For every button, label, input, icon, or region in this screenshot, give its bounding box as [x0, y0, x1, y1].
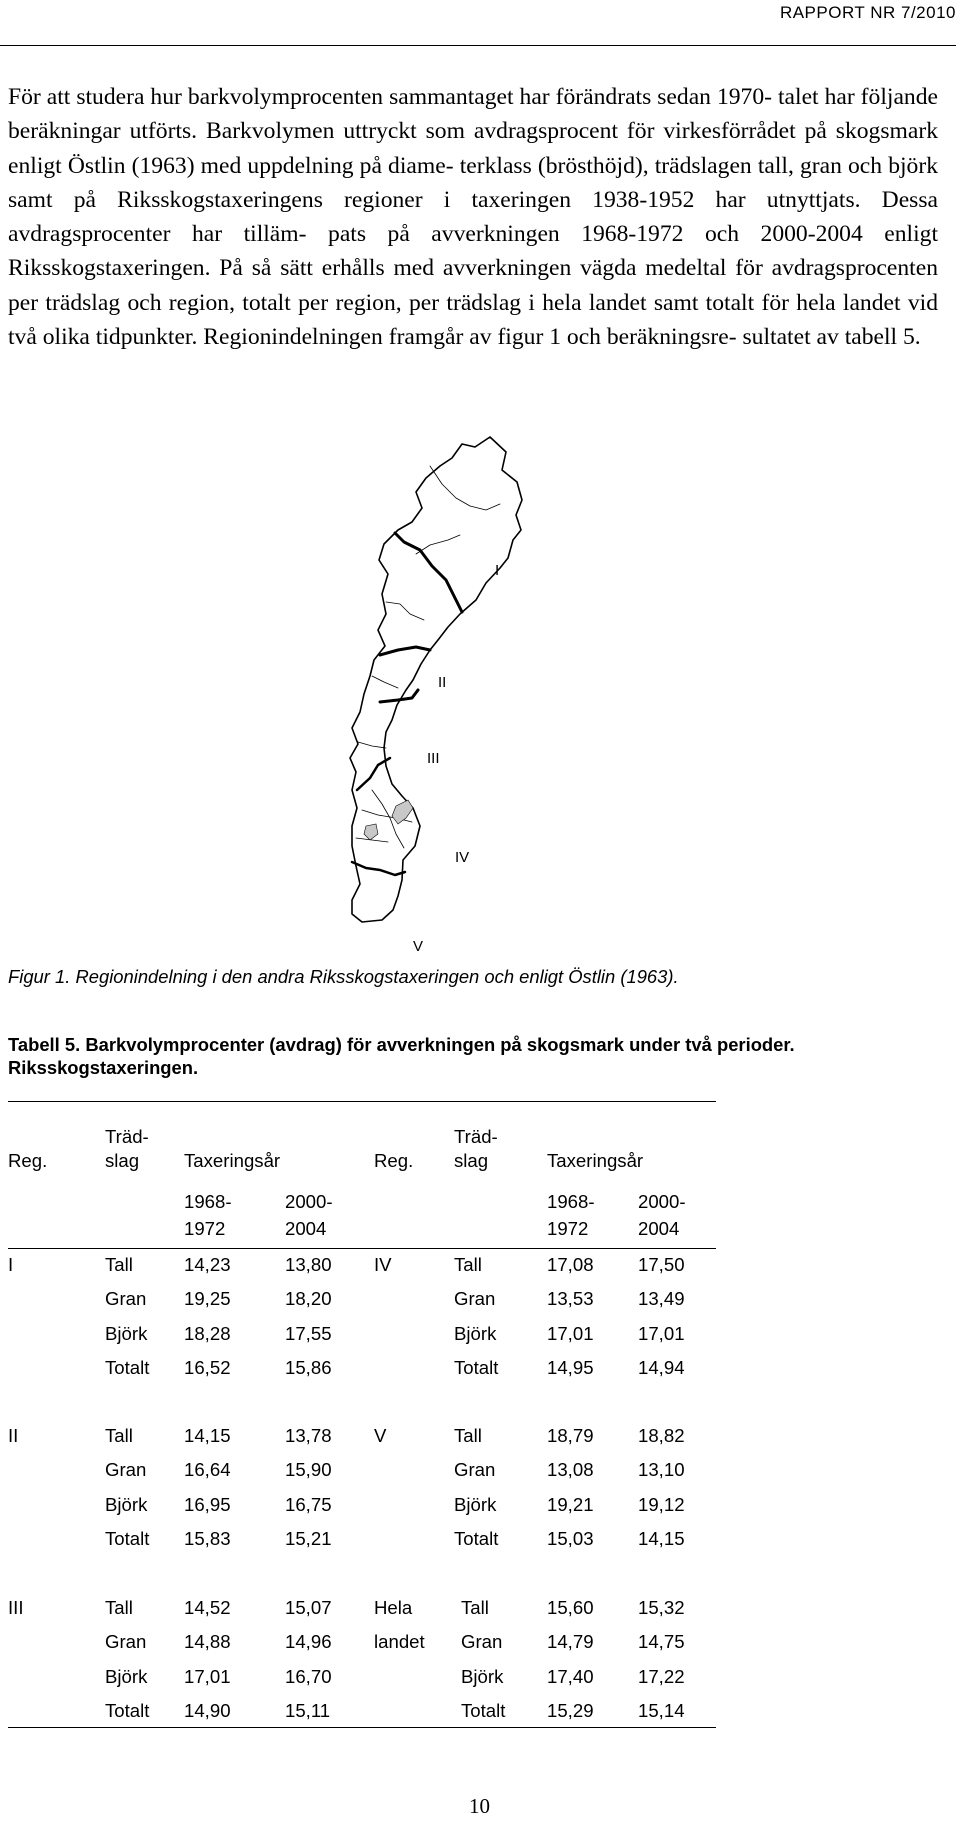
- value-cell: 14,90: [184, 1700, 231, 1721]
- species-cell: Björk: [454, 1494, 497, 1515]
- sweden-outline: [350, 437, 522, 922]
- header-tradslag-left-1: Träd-: [105, 1126, 149, 1147]
- region-cell: IV: [374, 1254, 392, 1275]
- value-cell: 14,75: [638, 1631, 685, 1652]
- value-cell: 17,01: [638, 1323, 685, 1344]
- region-label-II: II: [438, 674, 447, 691]
- species-cell: Björk: [105, 1323, 148, 1344]
- value-cell: 17,40: [547, 1666, 594, 1687]
- table-title-line: Tabell 5. Barkvolymprocenter (avdrag) för avverkningen på skogsmark under två perioder.: [8, 1034, 795, 1055]
- value-cell: 19,25: [184, 1288, 231, 1309]
- value-cell: 18,20: [285, 1288, 332, 1309]
- report-label: RAPPORT NR 7/2010: [779, 3, 956, 22]
- table-bottom-rule: [8, 1727, 716, 1728]
- value-cell: 14,88: [184, 1631, 231, 1652]
- species-cell: Björk: [105, 1494, 148, 1515]
- region-cell: II: [8, 1425, 19, 1446]
- body-line: terklass (brösthöjd), trädslagen tall, gran och björk samt på Riksskogstaxeringens: [8, 152, 938, 213]
- region-boundary-3: [380, 690, 418, 702]
- value-cell: 17,22: [638, 1666, 685, 1687]
- header-tradslag-left-2: slag: [105, 1150, 140, 1171]
- value-cell: 19,12: [638, 1494, 685, 1515]
- value-cell: 14,95: [547, 1357, 594, 1378]
- species-cell: Tall: [461, 1597, 489, 1618]
- species-cell: Tall: [454, 1254, 482, 1275]
- value-cell: 13,53: [547, 1288, 594, 1309]
- value-cell: 15,14: [638, 1700, 685, 1721]
- species-cell: Totalt: [105, 1357, 150, 1378]
- species-cell: Totalt: [454, 1357, 499, 1378]
- value-cell: 15,83: [184, 1528, 231, 1549]
- species-cell: Gran: [461, 1631, 503, 1652]
- species-cell: Gran: [454, 1459, 496, 1480]
- header-reg-right: Reg.: [374, 1150, 414, 1171]
- lake-shape: [392, 800, 413, 824]
- county-boundary: [386, 602, 424, 620]
- value-cell: 17,50: [638, 1254, 685, 1275]
- body-line: och region, totalt per region, per trädslag i hela landet samt totalt för hela landet: [127, 289, 901, 316]
- value-cell: 19,21: [547, 1494, 594, 1515]
- lake-shape: [364, 824, 378, 840]
- species-cell: Tall: [105, 1597, 133, 1618]
- page-number: 10: [469, 1794, 490, 1818]
- body-line: för virkesförrådet på skogsmark enligt Östlin (1963) med uppdelning på diame-: [8, 118, 938, 179]
- region-label-IV: IV: [455, 849, 470, 866]
- species-cell: Totalt: [105, 1700, 150, 1721]
- value-cell: 15,03: [547, 1528, 594, 1549]
- value-cell: 15,29: [547, 1700, 594, 1721]
- value-cell: 18,82: [638, 1425, 685, 1446]
- body-line: vid två olika tidpunkter. Regionindelningen framgår av figur 1 och beräkningsre-: [8, 289, 939, 351]
- species-cell: Tall: [105, 1425, 133, 1446]
- value-cell: 14,94: [638, 1357, 685, 1378]
- value-cell: 17,01: [184, 1666, 231, 1687]
- species-cell: Björk: [461, 1666, 504, 1687]
- value-cell: 15,32: [638, 1597, 685, 1618]
- value-cell: 14,15: [638, 1528, 685, 1549]
- page-header: [0, 0, 956, 46]
- figure-caption: Figur 1. Regionindelning i den andra Riksskogstaxeringen och enligt Östlin (1963).: [8, 966, 679, 987]
- county-boundary: [430, 466, 500, 510]
- species-cell: Totalt: [461, 1700, 506, 1721]
- species-cell: Gran: [105, 1631, 147, 1652]
- value-cell: 13,78: [285, 1425, 332, 1446]
- header-period2-left-1: 2000-: [285, 1191, 333, 1212]
- table-header-rule: [8, 1248, 716, 1249]
- region-cell: landet: [374, 1631, 425, 1652]
- value-cell: 17,08: [547, 1254, 594, 1275]
- species-cell: Gran: [454, 1288, 496, 1309]
- species-cell: Björk: [454, 1323, 497, 1344]
- body-paragraph: [8, 80, 938, 354]
- value-cell: 14,52: [184, 1597, 231, 1618]
- value-cell: 13,08: [547, 1459, 594, 1480]
- body-line: talet har följande beräkningar utförts. Barkvolymen uttryckt som avdragsprocent: [8, 84, 938, 145]
- value-cell: 13,80: [285, 1254, 332, 1275]
- value-cell: 14,96: [285, 1631, 332, 1652]
- region-cell: Hela: [374, 1597, 413, 1618]
- value-cell: 13,49: [638, 1288, 685, 1309]
- table-title: [8, 1033, 948, 1079]
- species-cell: Gran: [105, 1288, 147, 1309]
- body-line: sätt erhålls med avverkningen vägda medeltal för avdragsprocenten per trädslag: [8, 255, 938, 316]
- header-period1-left-1: 1968-: [184, 1191, 232, 1212]
- header-tradslag-right-2: slag: [454, 1150, 489, 1171]
- value-cell: 14,23: [184, 1254, 231, 1275]
- body-line: pats på avverkningen 1968-1972 och 2000-2004 enligt Riksskogstaxeringen. På så: [8, 221, 938, 282]
- value-cell: 16,75: [285, 1494, 332, 1515]
- region-boundary-5: [352, 862, 405, 875]
- sweden-region-map: [345, 432, 605, 955]
- value-cell: 15,11: [285, 1700, 331, 1721]
- region-label-V: V: [413, 938, 424, 955]
- region-cell: III: [8, 1597, 24, 1618]
- value-cell: 18,79: [547, 1425, 594, 1446]
- table-top-rule: [8, 1101, 716, 1102]
- header-period2-left-2: 2004: [285, 1218, 327, 1239]
- species-cell: Gran: [105, 1459, 147, 1480]
- value-cell: 14,15: [184, 1425, 231, 1446]
- body-line: För att studera hur barkvolymprocenten sammantaget har förändrats sedan 1970-: [8, 84, 772, 110]
- value-cell: 17,01: [547, 1323, 594, 1344]
- region-boundary-1: [395, 533, 462, 612]
- value-cell: 15,21: [285, 1528, 332, 1549]
- species-cell: Björk: [105, 1666, 148, 1687]
- header-period1-right-1: 1968-: [547, 1191, 595, 1212]
- value-cell: 15,60: [547, 1597, 594, 1618]
- region-cell: I: [8, 1254, 14, 1275]
- header-period2-right-2: 2004: [638, 1218, 680, 1239]
- value-cell: 13,10: [638, 1459, 685, 1480]
- species-cell: Totalt: [454, 1528, 499, 1549]
- species-cell: Tall: [454, 1425, 482, 1446]
- value-cell: 16,52: [184, 1357, 231, 1378]
- value-cell: 15,07: [285, 1597, 332, 1618]
- value-cell: 15,86: [285, 1357, 332, 1378]
- table-title-line: Riksskogstaxeringen.: [8, 1057, 199, 1078]
- header-reg-left: Reg.: [8, 1150, 48, 1171]
- region-cell: V: [374, 1425, 387, 1446]
- value-cell: 14,79: [547, 1631, 594, 1652]
- region-boundary-2: [380, 647, 430, 655]
- header-period1-right-2: 1972: [547, 1218, 589, 1239]
- species-cell: Totalt: [105, 1528, 150, 1549]
- species-cell: Tall: [105, 1254, 133, 1275]
- body-line: sultatet av tabell 5.: [742, 324, 921, 351]
- value-cell: 16,70: [285, 1666, 332, 1687]
- value-cell: 15,90: [285, 1459, 332, 1480]
- value-cell: 16,64: [184, 1459, 231, 1480]
- header-period2-right-1: 2000-: [638, 1191, 686, 1212]
- header-period1-left-2: 1972: [184, 1218, 226, 1239]
- value-cell: 16,95: [184, 1494, 231, 1515]
- body-line: regioner i taxeringen 1938-1952 har utnyttjats. Dessa avdragsprocenter har tilläm-: [8, 186, 939, 248]
- header-taxeringsar-right: Taxeringsår: [547, 1150, 644, 1171]
- region-label-III: III: [427, 750, 440, 767]
- county-boundary: [358, 742, 386, 748]
- value-cell: 17,55: [285, 1323, 332, 1344]
- header-tradslag-right-1: Träd-: [454, 1126, 498, 1147]
- county-boundary: [372, 676, 398, 688]
- value-cell: 18,28: [184, 1323, 231, 1344]
- region-label-I: I: [495, 562, 500, 579]
- header-taxeringsar-left: Taxeringsår: [184, 1150, 281, 1171]
